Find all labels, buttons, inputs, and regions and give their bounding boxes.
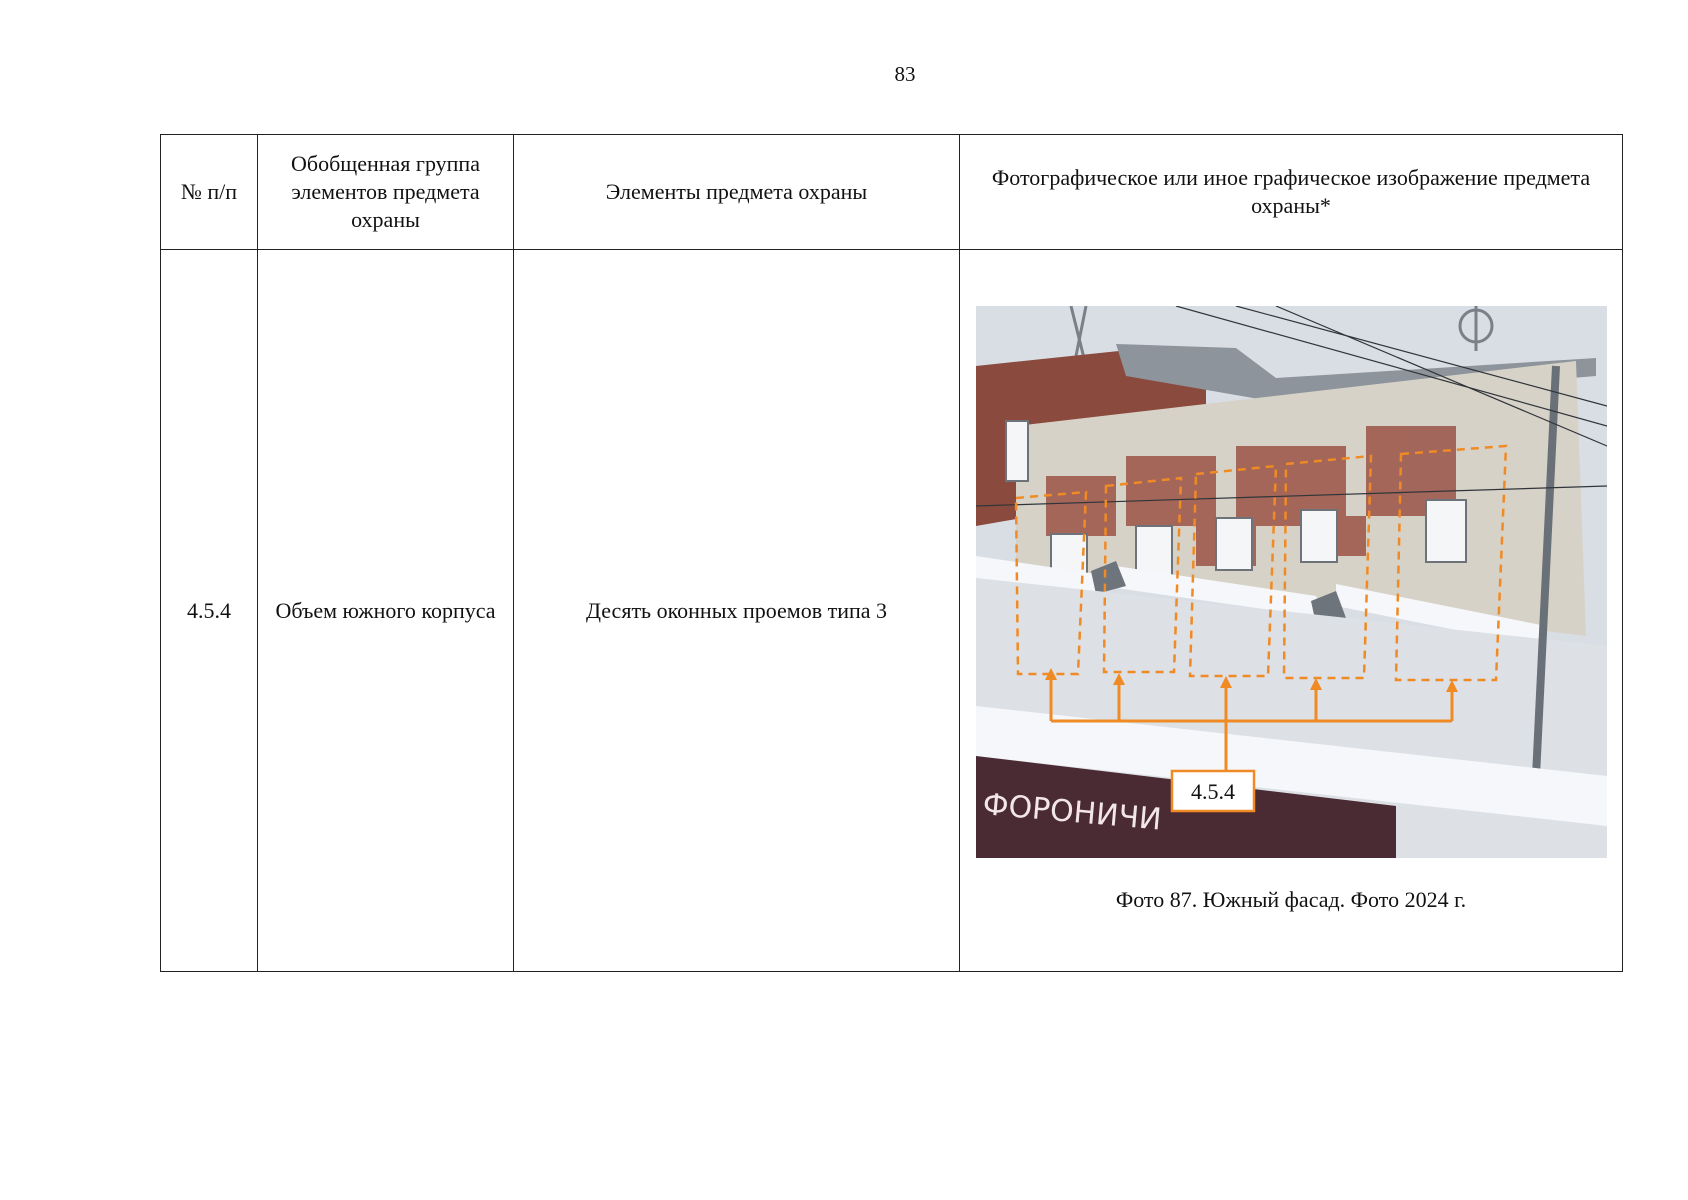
cell-photo [960,250,1623,972]
table-row [161,250,1623,972]
photo-container [960,250,1622,970]
facade-photo [976,306,1607,858]
cell-group: Объем южного корпуса [258,250,514,972]
cell-num: 4.5.4 [161,250,258,972]
protection-table [160,134,1623,972]
table-header-row [161,135,1623,250]
photo-caption: Фото 87. Южный фасад. Фото 2024 г. [1115,887,1467,912]
header-num: № п/п [161,135,258,250]
page-number: 83 [894,62,916,86]
photo-callout-label: 4.5.4 [1191,779,1235,804]
photo-sign-text: ФОРОНИЧИ [981,787,1163,838]
header-image: Фотографическое или иное графическое изображение предмета охраны* [960,135,1623,250]
header-elements: Элементы предмета охраны [514,135,960,250]
header-group: Обобщенная группа элементов предмета охраны [258,135,514,250]
cell-elements: Десять оконных проемов типа 3 [514,250,960,972]
